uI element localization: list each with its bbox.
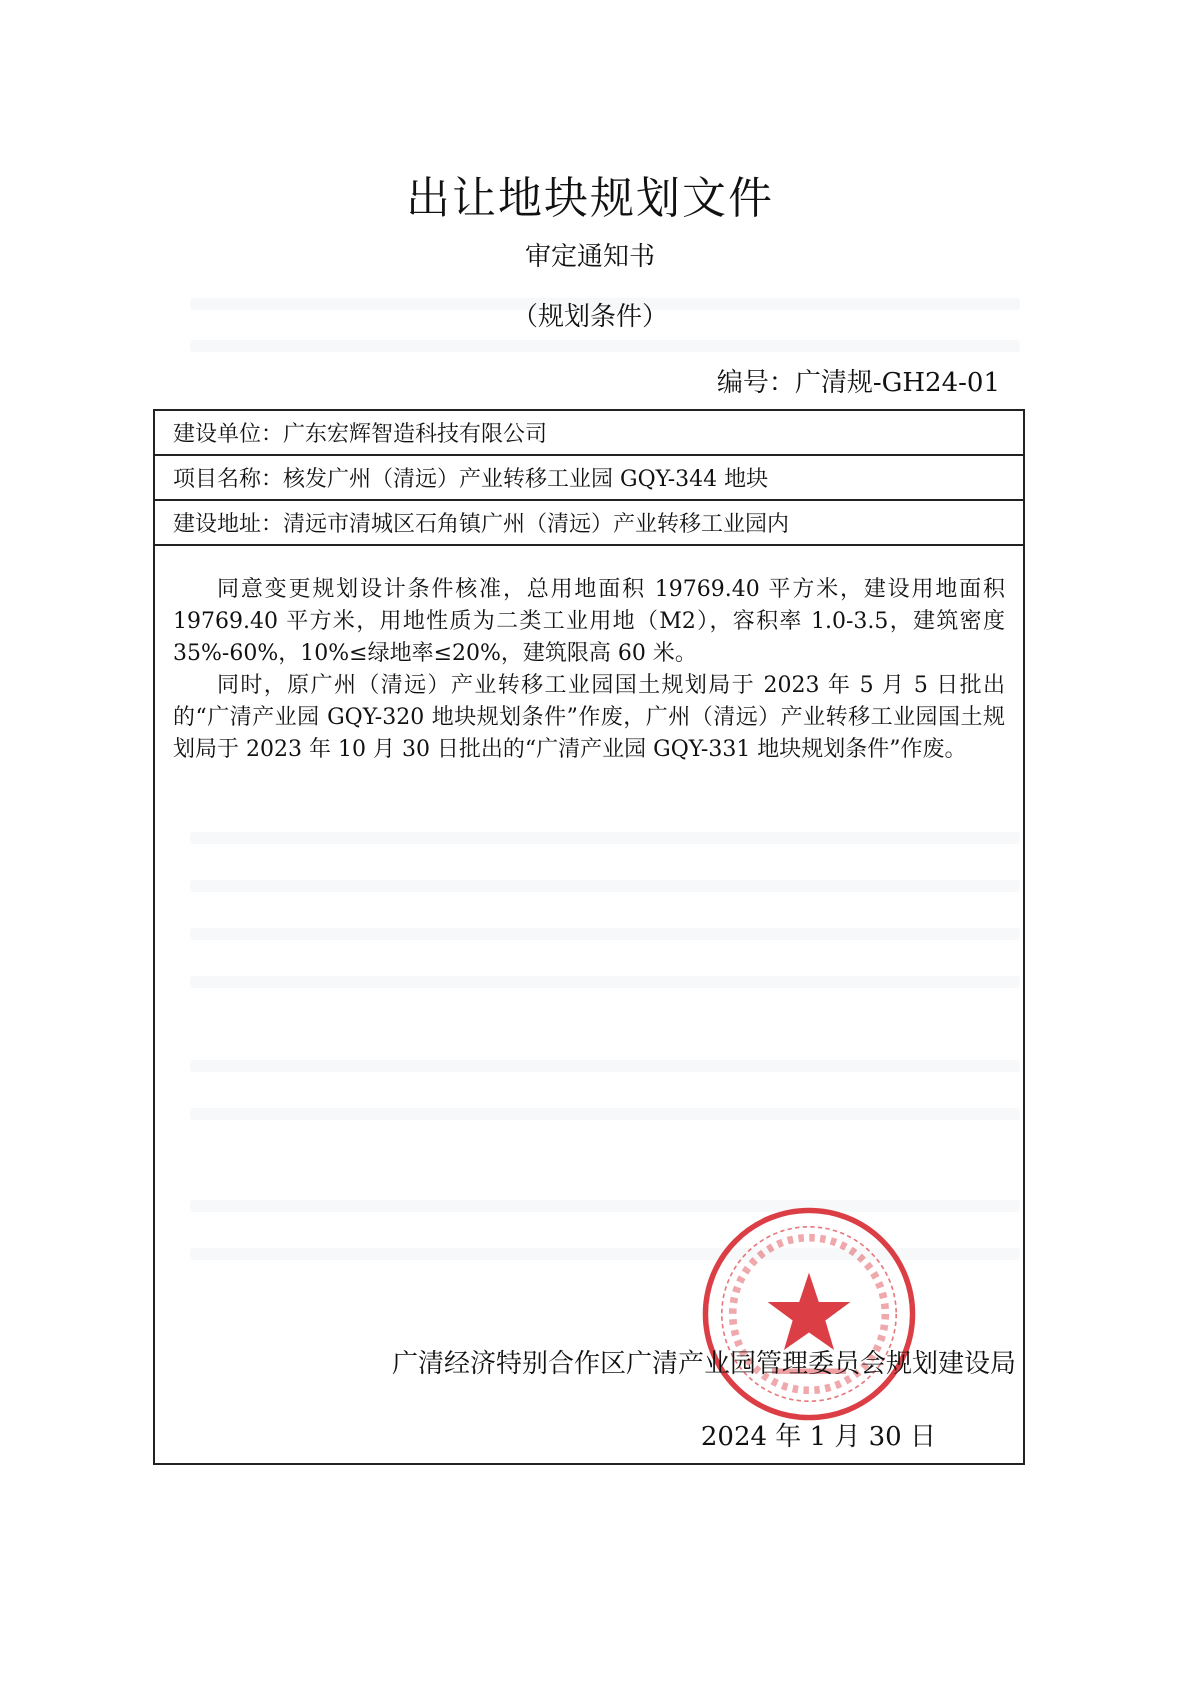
issuing-authority: 广清经济特别合作区广清产业园管理委员会规划建设局 [391, 1349, 1016, 1379]
project-name-value: 核发广州（清远）产业转移工业园 GQY-344 地块 [283, 467, 769, 492]
project-name-row [155, 456, 1023, 501]
star-icon [768, 1273, 851, 1350]
approval-paragraph-2: 同时，原广州（清远）产业转移工业园国土规划局于 2023 年 5 月 5 日批出的“广清产业园 GQY-320 地块规划条件”作废，广州（清远）产业转移工业园国土规划局于 2023 年 10 月 30 日批出的“广清产业园 GQY-331 地块规划条件”作废。 [173, 673, 1005, 762]
document-number: 编号：广清规-GH24-01 [716, 368, 1000, 398]
document-subtitle: 审定通知书 [524, 242, 655, 272]
bleed-through-line [190, 340, 1020, 352]
project-name-label: 项目名称： [173, 467, 284, 492]
construction-unit-row [155, 411, 1023, 456]
document-title: 出让地块规划文件 [406, 173, 774, 224]
official-seal [700, 1205, 918, 1423]
construction-address-label: 建设地址： [173, 512, 284, 537]
construction-address-row [155, 501, 1023, 546]
document-subtitle-conditions: （规划条件） [511, 302, 668, 332]
approval-paragraph-1: 同意变更规划设计条件核准，总用地面积 19769.40 平方米，建设用地面积 19769.40 平方米，用地性质为二类工业用地（M2），容积率 1.0-3.5，建筑密度 35%-60%，10%≤绿地率≤20%，建筑限高 60 米。 [173, 577, 1005, 666]
construction-unit-label: 建设单位： [173, 422, 284, 447]
approval-content [155, 546, 1023, 766]
signing-date: 2024 年 1 月 30 日 [700, 1422, 936, 1452]
construction-unit-value: 广东宏辉智造科技有限公司 [283, 422, 548, 447]
construction-address-value: 清远市清城区石角镇广州（清远）产业转移工业园内 [283, 512, 790, 537]
